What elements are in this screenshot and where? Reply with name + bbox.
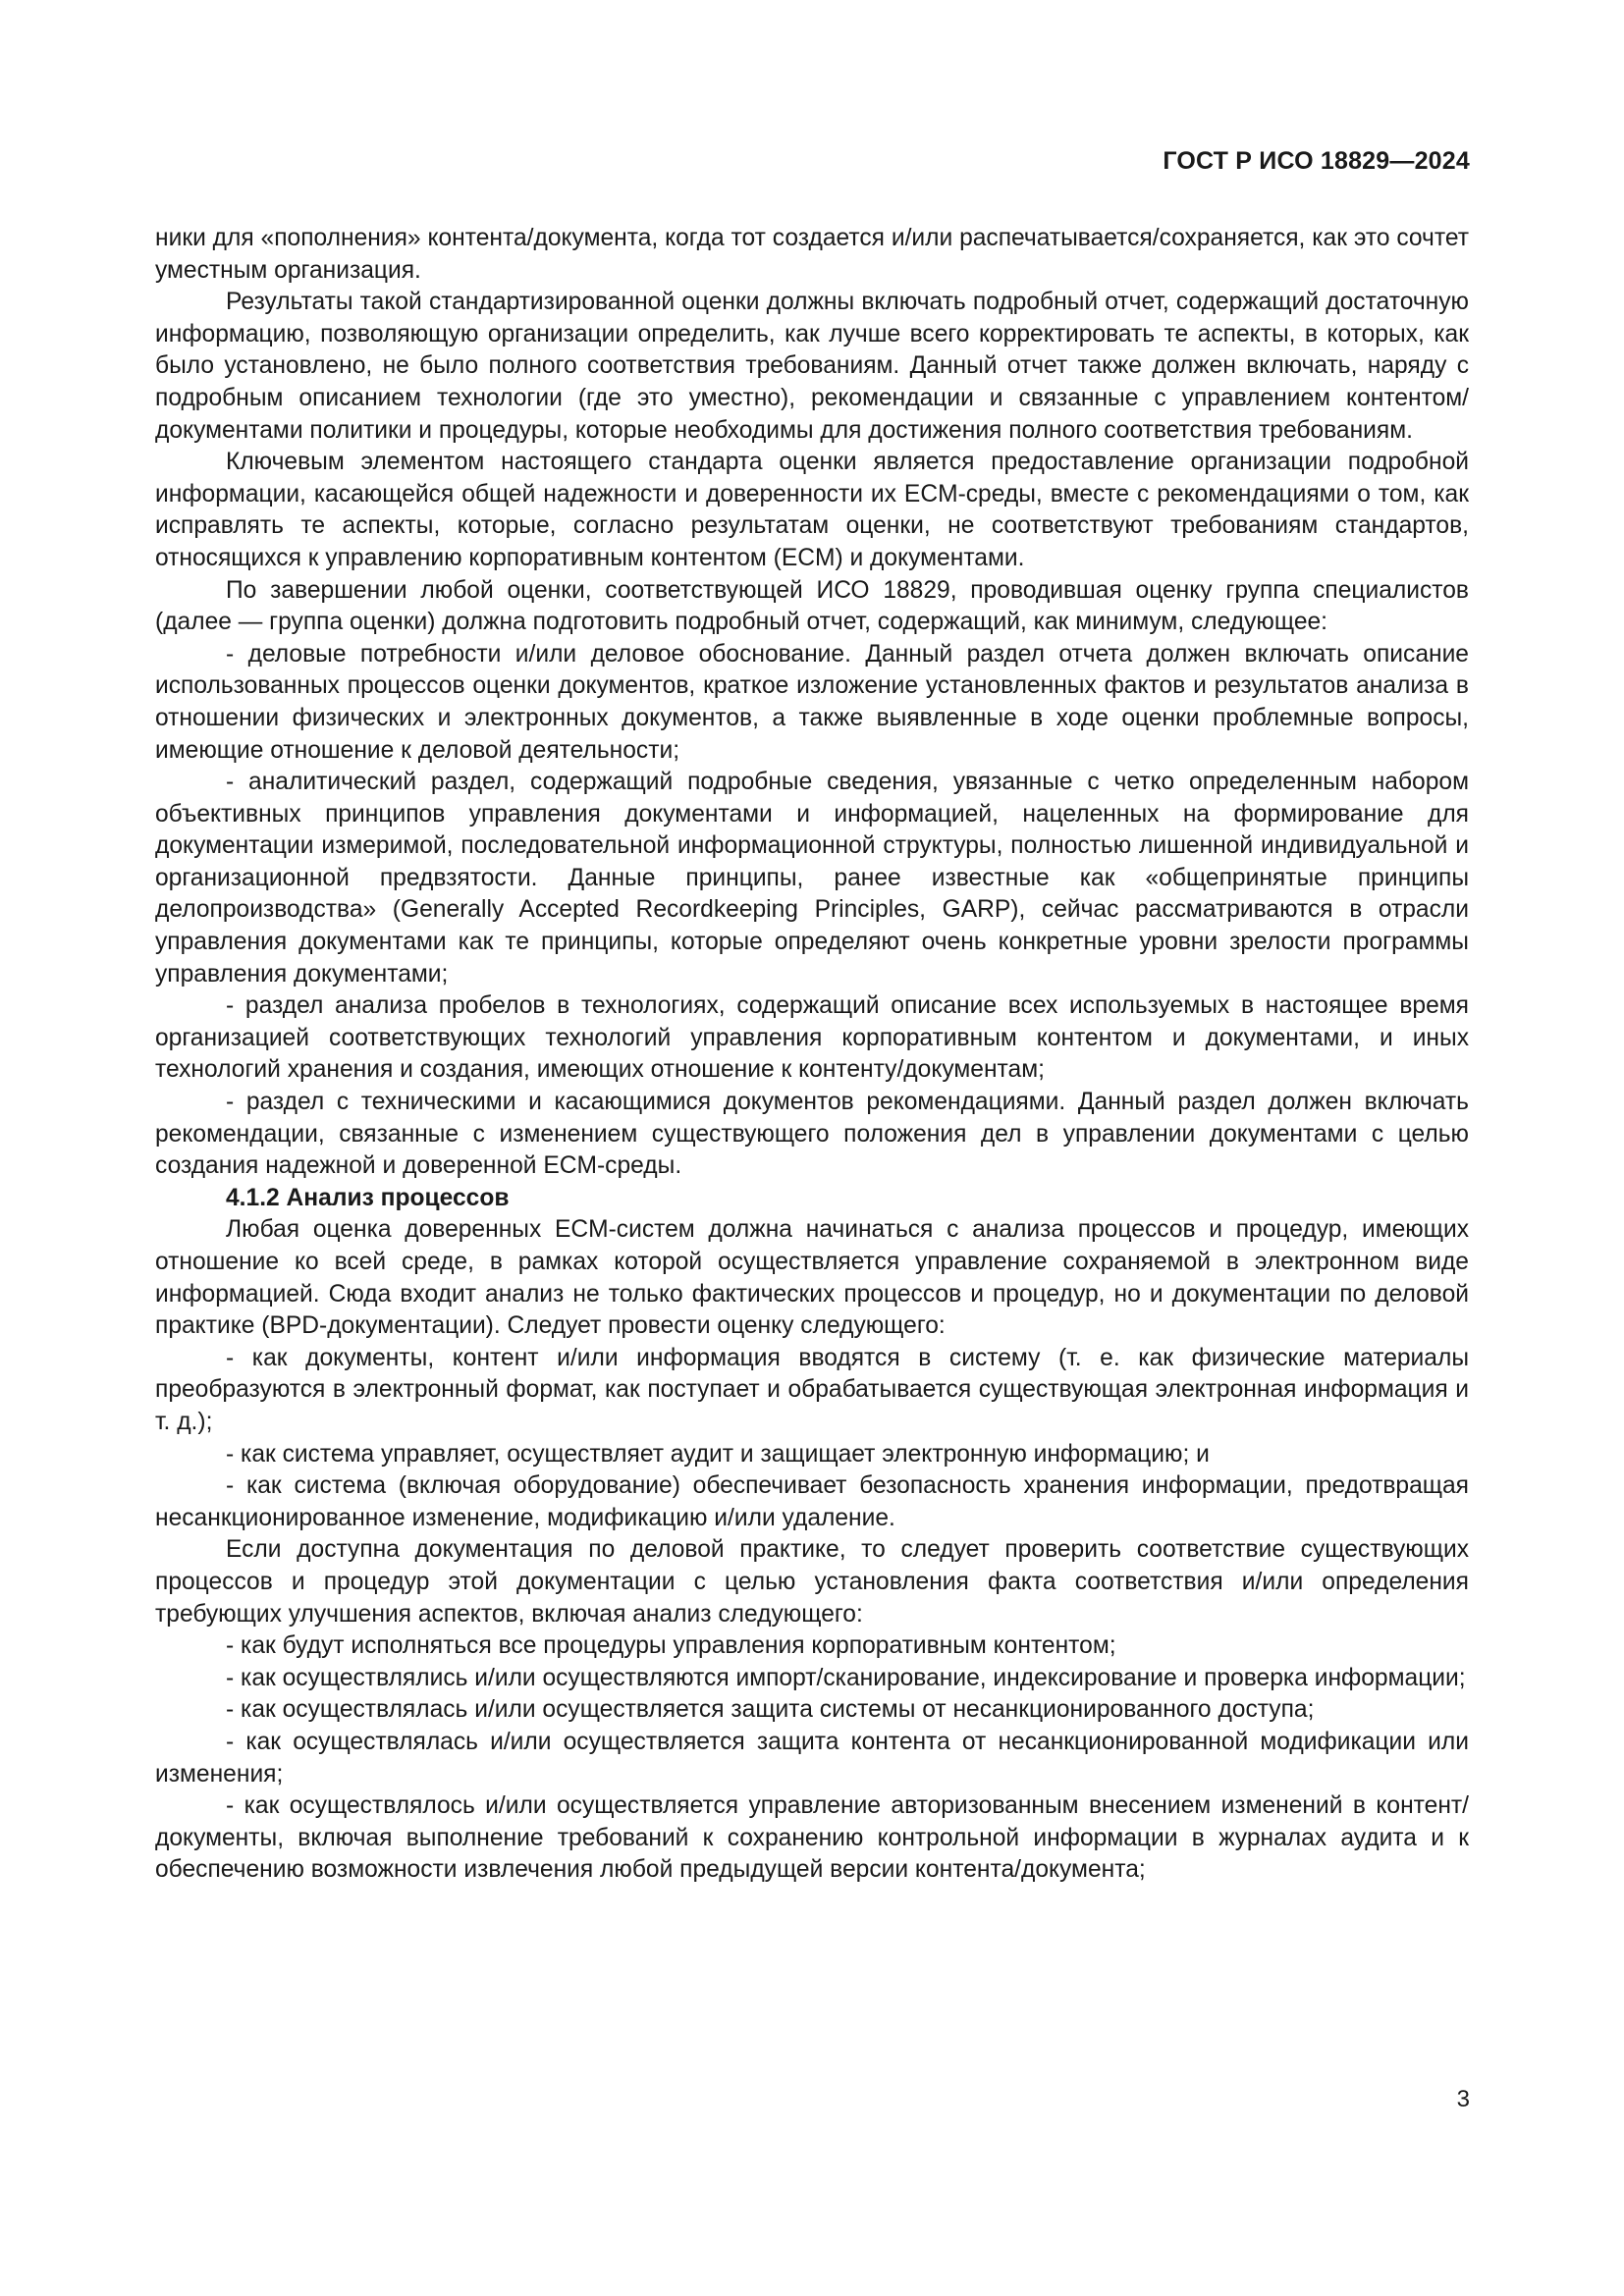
list-item: - как осуществлялась и/или осуществляется защита контента от несанкционированной модификации или изменения; <box>155 1728 1469 1788</box>
section-heading: 4.1.2 Анализ процессов <box>226 1184 510 1211</box>
document-header-id: ГОСТ Р ИСО 18829—2024 <box>1163 147 1470 175</box>
body-paragraph: ники для «пополнения» контента/документа, когда тот создается и/или распечатывается/сохраняется, как это сочтет уместным организация. <box>155 225 1469 284</box>
list-item: - как система управляет, осуществляет аудит и защищает электронную информацию; и <box>226 1440 1210 1468</box>
list-item: - деловые потребности и/или деловое обоснование. Данный раздел отчета должен включать описание использованных процессов оценки документов, краткое изложение установленных фактов и результатов анализа в отношении физических и электронных документов, а также выявленные в ходе оценки проблемные вопросы, имеющие отношение к деловой деятельности; <box>155 640 1469 764</box>
list-item: - как документы, контент и/или информация вводятся в систему (т. е. как физические материалы преобразуются в электронный формат, как поступает и обрабатывается существующая электронная информация и т. д.); <box>155 1344 1469 1435</box>
list-item: - раздел с техническими и касающимися документов рекомендациями. Данный раздел должен включать рекомендации, связанные с изменением существующего положения дел в управлении документами с целью создания надежной и доверенной ECM-среды. <box>155 1089 1469 1180</box>
body-paragraph: Результаты такой стандартизированной оценки должны включать подробный отчет, содержащий достаточную информацию, позволяющую организации определить, как лучше всего корректировать те аспекты, в которых, как было установлено, не было полного соответствия требованиям. Данный отчет также должен включать, наряду с подробным описанием технологии (где это уместно), рекомендации и связанные с управлением контентом/документами политики и процедуры, которые необходимы для достижения полного соответствия требованиям. <box>155 289 1469 444</box>
body-paragraph: Если доступна документация по деловой практике, то следует проверить соответствие существующих процессов и процедур этой документации с целью установления факта соответствия и/или определения требующих улучшения аспектов, включая анализ следующего: <box>155 1536 1469 1628</box>
list-item: - как система (включая оборудование) обеспечивает безопасность хранения информации, предотвращая несанкционированное изменение, модификацию и/или удаление. <box>155 1472 1469 1531</box>
page-number: 3 <box>1456 2086 1470 2112</box>
page-body <box>155 223 1469 1887</box>
list-item: - как осуществлялась и/или осуществляется защита системы от несанкционированного доступа; <box>226 1696 1315 1724</box>
list-item: - аналитический раздел, содержащий подробные сведения, увязанные с четко определенным набором объективных принципов управления документами и информацией, нацеленных на формирование для документации измеримой, последовательной информационной структуры, полностью лишенной индивидуальной и организационной предвзятости. Данные принципы, ранее известные как «общепринятые принципы делопроизводства» (Generally Accepted Recordkeeping Principles, GARP), сейчас рассматриваются в отрасли управления документами как те принципы, которые определяют очень конкретные уровни зрелости программы управления документами; <box>155 769 1469 988</box>
body-paragraph: Любая оценка доверенных ECM-систем должна начинаться с анализа процессов и процедур, имеющих отношение ко всей среде, в рамках которой осуществляется управление сохраняемой в электронном виде информацией. Сюда входит анализ не только фактических процессов и процедур, но и документации по деловой практике (BPD-документации). Следует провести оценку следующего: <box>155 1216 1469 1340</box>
body-paragraph: Ключевым элементом настоящего стандарта оценки является предоставление организации подробной информации, касающейся общей надежности и доверенности их ECM-среды, вместе с рекомендациями о том, как исправлять те аспекты, которые, согласно результатам оценки, не соответствуют требованиям стандартов, относящихся к управлению корпоративным контентом (ECM) и документами. <box>155 449 1469 571</box>
list-item: - как осуществлялось и/или осуществляется управление авторизованным внесением изменений в контент/документы, включая выполнение требований к сохранению контрольной информации в журналах аудита и к обеспечению возможности извлечения любой предыдущей версии контента/документа; <box>155 1792 1469 1884</box>
list-item: - как осуществлялись и/или осуществляются импорт/сканирование, индексирование и проверка информации; <box>226 1664 1466 1691</box>
body-paragraph: По завершении любой оценки, соответствующей ИСО 18829, проводившая оценку группа специалистов (далее — группа оценки) должна подготовить подробный отчет, содержащий, как минимум, следующее: <box>155 576 1469 636</box>
list-item: - раздел анализа пробелов в технологиях, содержащий описание всех используемых в настоящее время организацией соответствующих технологий управления корпоративным контентом и документами, и иных технологий хранения и создания, имеющих отношение к контенту/документам; <box>155 992 1469 1084</box>
list-item: - как будут исполняться все процедуры управления корпоративным контентом; <box>226 1632 1116 1660</box>
